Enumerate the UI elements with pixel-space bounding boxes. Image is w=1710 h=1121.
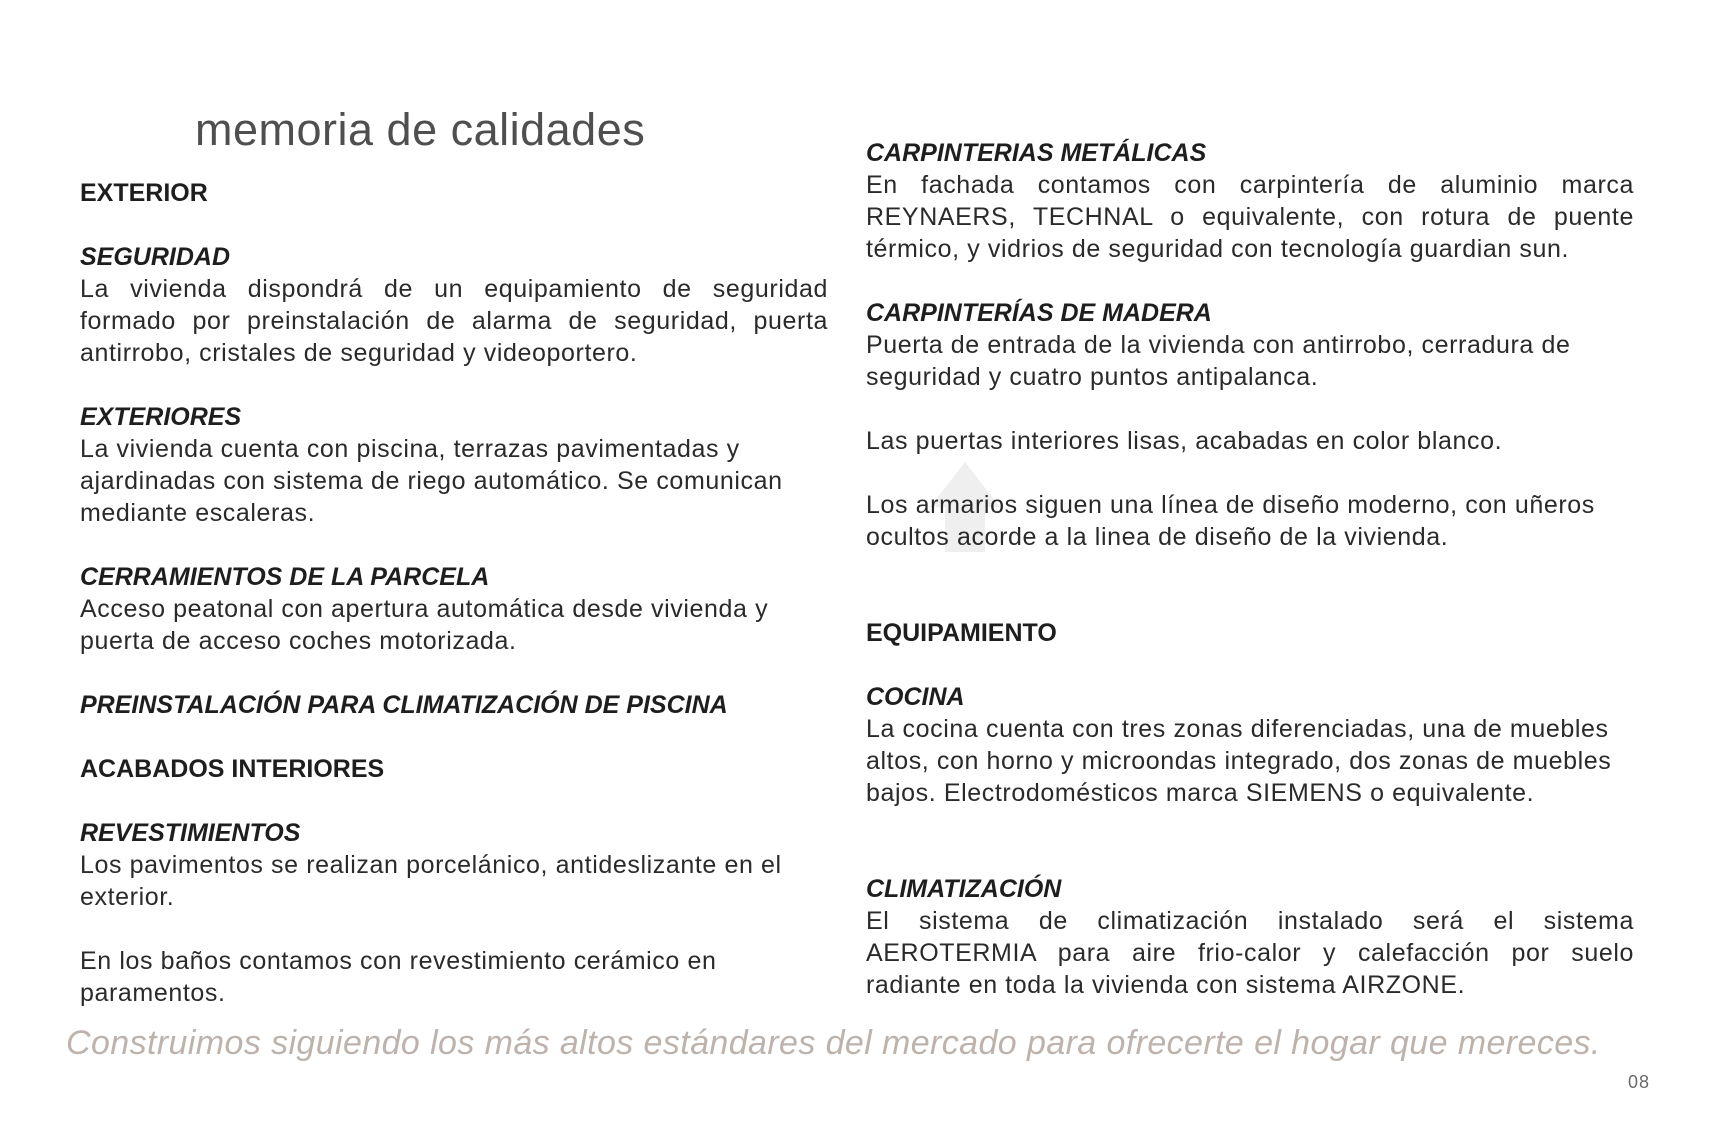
climatizacion-heading: CLIMATIZACIÓN: [866, 875, 1062, 903]
carpinterias-madera-text-3: Los armarios siguen una línea de diseño moderno, con uñeros ocultos acorde a la linea de diseño de la vivienda.: [866, 491, 1595, 551]
page-title: memoria de calidades: [195, 104, 646, 155]
equipamiento-heading: EQUIPAMIENTO: [866, 619, 1057, 647]
page-number: 08: [1628, 1072, 1651, 1092]
cocina-text: La cocina cuenta con tres zonas diferenciadas, una de muebles altos, con horno y microondas integrado, dos zonas de muebles bajos. Electrodomésticos marca SIEMENS o equivalente.: [866, 715, 1612, 807]
preinstalacion-heading: PREINSTALACIÓN PARA CLIMATIZACIÓN DE PISCINA: [80, 691, 728, 719]
exteriores-text: La vivienda cuenta con piscina, terrazas pavimentadas y ajardinadas con sistema de riego automático. Se comunican mediante escaleras.: [80, 435, 783, 527]
preinstalacion-section: [80, 689, 828, 721]
seguridad-text: La vivienda dispondrá de un equipamiento de seguridad formado por preinstalación de alarma de seguridad, puerta antirrobo, cristales de seguridad y videoportero.: [80, 275, 828, 367]
equipamiento-section: [866, 617, 1634, 649]
revestimientos-heading: REVESTIMIENTOS: [80, 819, 301, 847]
cocina-heading: COCINA: [866, 683, 965, 711]
carpinterias-metalicas-text: En fachada contamos con carpintería de aluminio marca REYNAERS, TECHNAL o equivalente, con rotura de puente térmico, y vidrios de seguridad con tecnología guardian sun.: [866, 171, 1634, 263]
exteriores-heading: EXTERIORES: [80, 403, 242, 431]
exterior-section: [80, 177, 828, 209]
revestimientos-text: Los pavimentos se realizan porcelánico, antideslizante en el exterior.: [80, 851, 782, 911]
acabados-heading: ACABADOS INTERIORES: [80, 755, 385, 783]
seguridad-section: [80, 241, 828, 369]
carpinterias-madera-text-2: Las puertas interiores lisas, acabadas en color blanco.: [866, 427, 1503, 455]
watermark-icon: [930, 462, 1000, 552]
carpinterias-metalicas-heading: CARPINTERIAS METÁLICAS: [866, 139, 1207, 167]
cerramientos-section: [80, 561, 828, 657]
climatizacion-text: El sistema de climatización instalado será el sistema AEROTERMIA para aire frio-calor y calefacción por suelo radiante en toda la vivienda con sistema AIRZONE.: [866, 907, 1634, 999]
revestimientos-text-2: En los baños contamos con revestimiento cerámico en paramentos.: [80, 947, 717, 1007]
cerramientos-heading: CERRAMIENTOS DE LA PARCELA: [80, 563, 490, 591]
exteriores-section: [80, 401, 828, 529]
footer-tagline: Construimos siguiendo los más altos estándares del mercado para ofrecerte el hogar que mereces.: [66, 1024, 1601, 1062]
climatizacion-section: [866, 873, 1634, 1001]
carpinterias-madera-heading: CARPINTERÍAS DE MADERA: [866, 299, 1212, 327]
carpinterias-madera-text: Puerta de entrada de la vivienda con antirrobo, cerradura de seguridad y cuatro puntos antipalanca.: [866, 331, 1571, 391]
seguridad-heading: SEGURIDAD: [80, 243, 231, 271]
cerramientos-text: Acceso peatonal con apertura automática desde vivienda y puerta de acceso coches motorizada.: [80, 595, 769, 655]
exterior-heading: EXTERIOR: [80, 179, 208, 207]
acabados-section: [80, 753, 828, 785]
revestimientos-section: [80, 817, 828, 1009]
carpinterias-metalicas-section: [866, 137, 1634, 265]
cocina-section: [866, 681, 1634, 809]
